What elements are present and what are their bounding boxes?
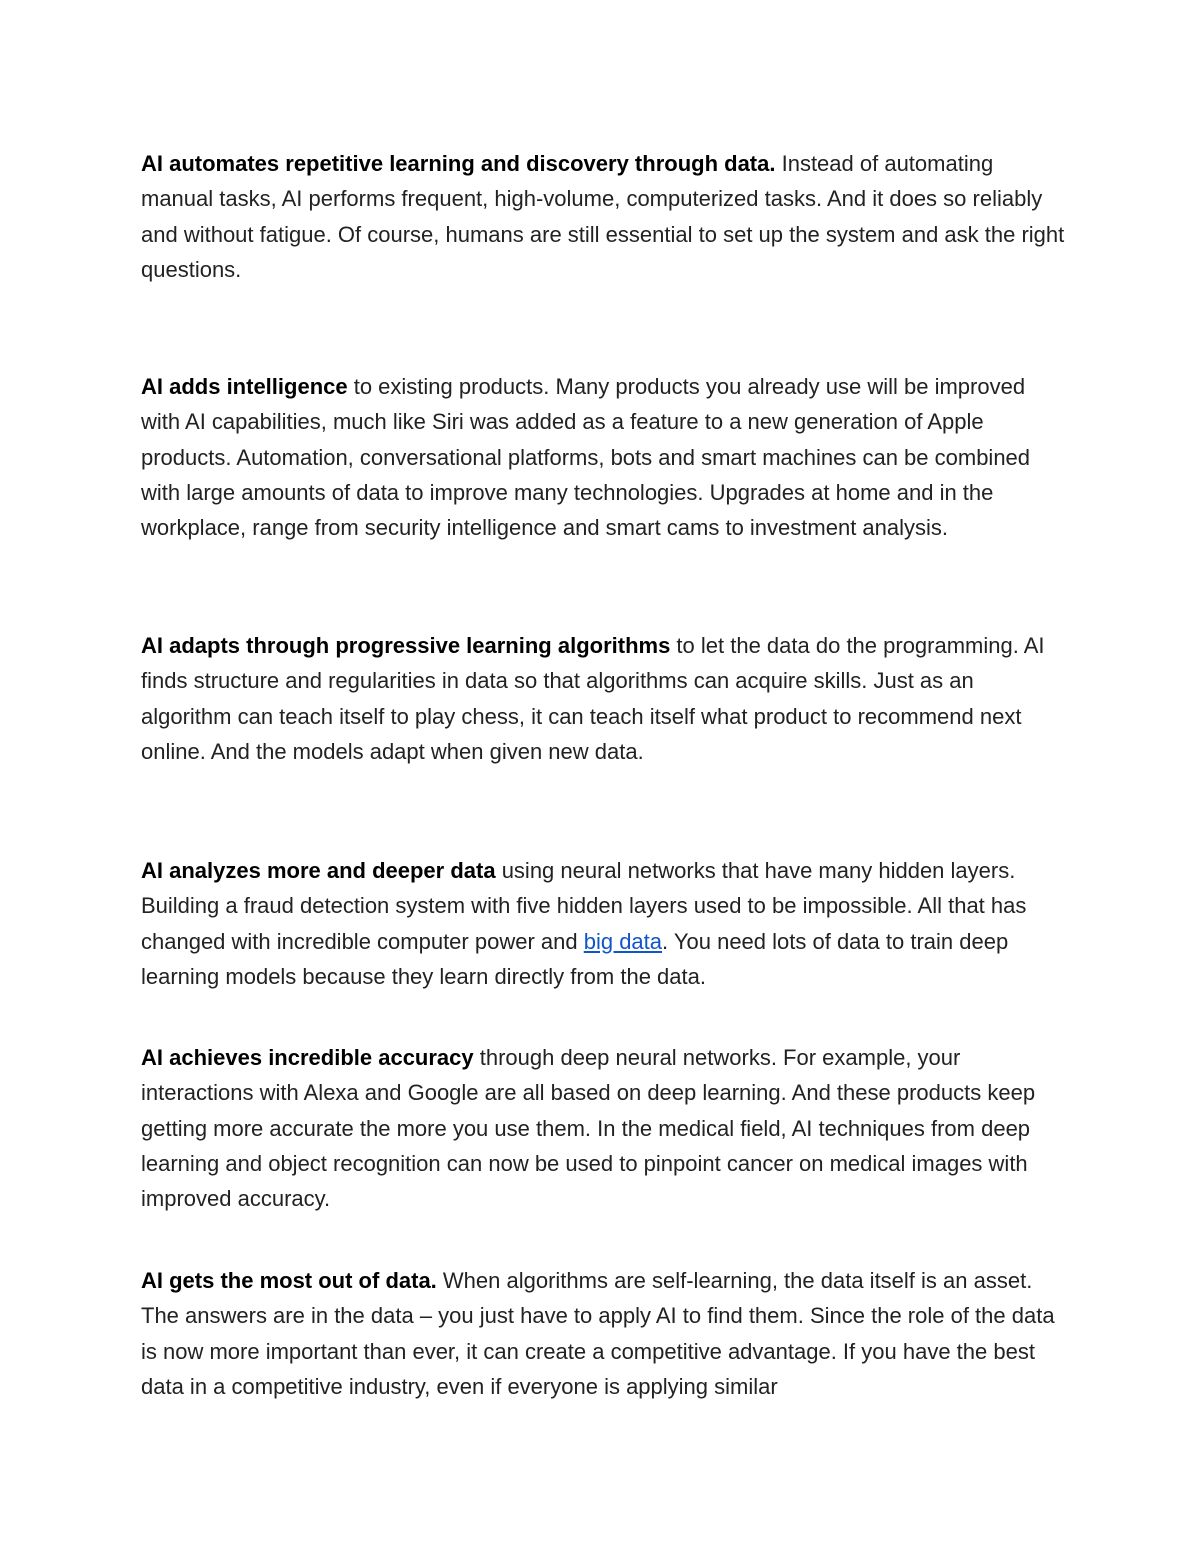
paragraph-body: through deep neural networks. For example, your interactions with Alexa and Google are all based on deep learning. And these products keep getting more accurate the more you use them. In the medical field, AI techniques from deep learning and object recognition can now be used to pinpoint cancer on medical images with improved accuracy. (141, 1045, 1036, 1212)
paragraph-body: to let the data do the programming. AI finds structure and regularities in data so that algorithms can acquire skills. Just as an algorithm can teach itself to play chess, it can teach itself what product to recommend next online. And the models adapt when given new data. (141, 633, 1045, 764)
paragraph-achieves-accuracy (141, 1040, 1066, 1216)
paragraph-adapts-algorithms (141, 628, 1066, 769)
paragraph-lead: AI adds intelligence (141, 374, 348, 399)
paragraph-body: to existing products. Many products you already use will be improved with AI capabilities, much like Siri was added as a feature to a new generation of Apple products. Automation, conversational platforms, bots and smart machines can be combined with large amounts of data to improve many technologies. Upgrades at home and in the workplace, range from security intelligence and smart cams to investment analysis. (141, 374, 1031, 541)
big-data-link[interactable]: big data (583, 928, 663, 954)
paragraph-body: using neural networks that have many hidden layers. Building a fraud detection system with five hidden layers used to be impossible. All that has changed with incredible computer power and (141, 858, 1027, 954)
paragraph-body-continued: . You need lots of data to train deep learning models because they learn directly from the data. (141, 928, 1009, 989)
paragraph-body: Instead of automating manual tasks, AI performs frequent, high-volume, computerized tasks. And it does so reliably and without fatigue. Of course, humans are still essential to set up the system and ask the right questions. (141, 151, 1065, 282)
paragraph-most-out-of-data (141, 1263, 1066, 1404)
paragraph-lead: AI automates repetitive learning and discovery through data. (141, 151, 776, 176)
paragraph-body: When algorithms are self-learning, the data itself is an asset. The answers are in the data – you just have to apply AI to find them. Since the role of the data is now more important than ever, it can create a competitive advantage. If you have the best data in a competitive industry, even if everyone is applying similar (141, 1268, 1055, 1399)
paragraph-lead: AI adapts through progressive learning algorithms (141, 633, 671, 658)
paragraph-automates-learning (141, 146, 1066, 287)
paragraph-lead: AI gets the most out of data. (141, 1268, 437, 1293)
paragraph-adds-intelligence (141, 369, 1066, 545)
paragraph-analyzes-data (141, 853, 1066, 994)
paragraph-lead: AI analyzes more and deeper data (141, 858, 496, 883)
paragraph-lead: AI achieves incredible accuracy (141, 1045, 474, 1070)
